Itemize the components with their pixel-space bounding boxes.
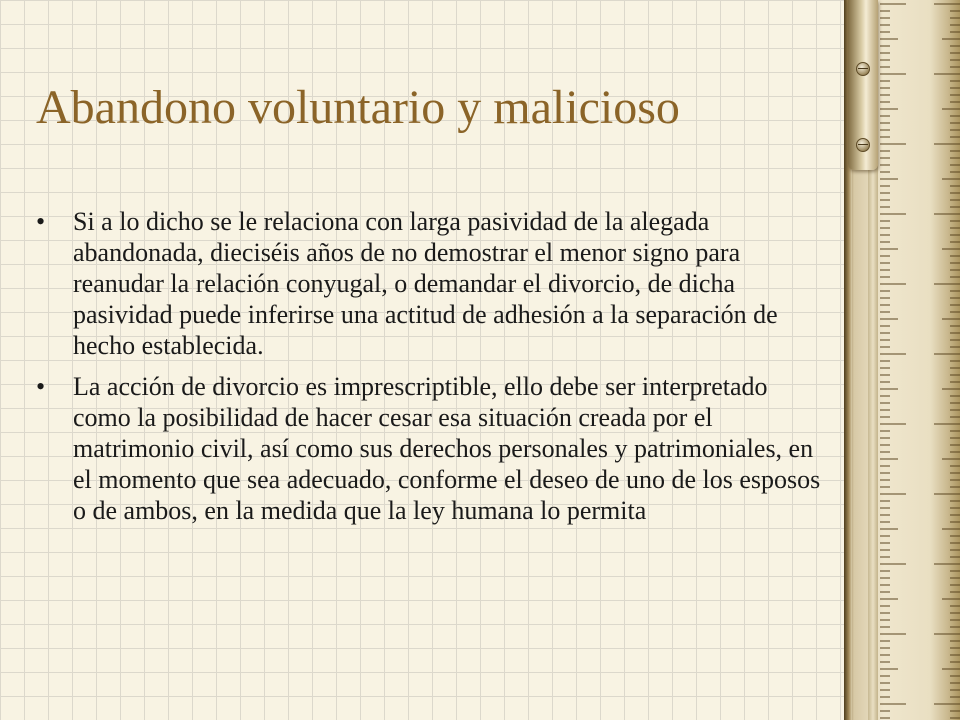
- bullet-item: [36, 206, 826, 361]
- bullet-icon: •: [36, 207, 46, 236]
- bullet-text: La acción de divorcio es imprescriptible, ello debe ser interpretado como la posibilidad de hacer cesar esa situación creada por el matrimonio civil, así como sus derechos personales y patrimoniales, en el momento que sea adecuado, conforme el deseo de uno de los esposos o de ambos, en la medida que la ley humana lo permita: [73, 372, 821, 525]
- screw-icon: [856, 62, 870, 76]
- bullet-text: Si a lo dicho se le relaciona con larga pasividad de la alegada abandonada, dieciséis años de no demostrar el menor signo para reanudar la relación conyugal, o demandar el divorcio, de dicha pasividad puede inferirse una actitud de adhesión a la separación de hecho establecida.: [73, 207, 778, 360]
- bullet-icon: •: [36, 372, 46, 401]
- ruler-ticks: [880, 0, 960, 720]
- bullet-list: [36, 206, 826, 536]
- ruler-clip: [848, 0, 878, 170]
- screw-icon: [856, 138, 870, 152]
- ruler-icon: [844, 0, 960, 720]
- bullet-item: [36, 371, 826, 526]
- slide-title: Abandono voluntario y malicioso: [36, 81, 680, 134]
